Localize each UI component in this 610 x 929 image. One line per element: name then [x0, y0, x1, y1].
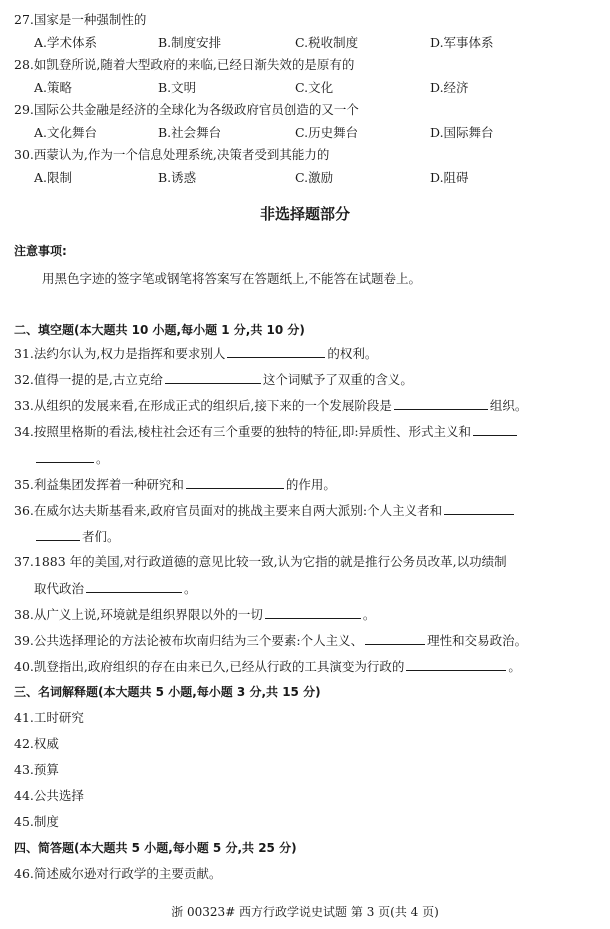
notice-title: 注意事项:: [14, 244, 67, 258]
question-29-stem: 29.国际公共金融是经济的全球化为各级政府官员创造的又一个: [14, 102, 359, 117]
question-31-tail: 的权利。: [327, 346, 378, 361]
question-38-tail: 。: [362, 607, 376, 622]
question-28-option-d: D.经济: [430, 80, 469, 95]
answer-blank: [227, 345, 325, 358]
question-30-option-d: D.阻碍: [430, 170, 469, 185]
question-34-text: 34.按照里格斯的看法,棱柱社会还有三个重要的独特的特征,即:异质性、形式主义和: [14, 424, 472, 439]
question-35-text: 35.利益集团发挥着一种研究和: [14, 477, 184, 492]
term-45: 45.制度: [14, 814, 59, 829]
question-40-tail: 。: [508, 659, 521, 674]
question-30-option-b: B.诱惑: [158, 170, 197, 185]
question-34-tail: 。: [96, 451, 109, 466]
section-4-title: 四、简答题(本大题共 5 小题,每小题 5 分,共 25 分): [14, 841, 297, 855]
question-39-text: 39.公共选择理论的方法论被布坎南归结为三个要素:个人主义、: [14, 633, 364, 648]
question-32: [14, 371, 413, 388]
question-40: [14, 658, 521, 675]
question-27-option-b: B.制度安排: [158, 35, 222, 50]
question-32-tail: 这个词赋予了双重的含义。: [262, 372, 413, 387]
term-41: 41.工时研究: [14, 710, 84, 725]
page-footer: 浙 00323# 西方行政学说史试题 第 3 页(共 4 页): [171, 905, 439, 919]
question-31: [14, 345, 377, 362]
question-40-text: 40.凯登指出,政府组织的存在由来已久,已经从行政的工具演变为行政的: [14, 659, 405, 674]
question-27-option-a: A.学术体系: [34, 35, 98, 50]
answer-blank: [86, 580, 182, 593]
question-29-option-b: B.社会舞台: [158, 125, 222, 140]
question-28-stem: 28.如凯登所说,随着大型政府的来临,已经日渐失效的是原有的: [14, 57, 355, 72]
question-35-tail: 的作用。: [285, 477, 336, 492]
question-33-tail: 组织。: [489, 398, 528, 413]
answer-blank: [165, 371, 261, 384]
question-37-cont: [34, 580, 197, 597]
term-42: 42.权威: [14, 736, 59, 751]
question-36-text: 36.在威尔达夫斯基看来,政府官员面对的挑战主要来自两大派别:个人主义者和: [14, 503, 443, 518]
question-30-option-a: A.限制: [34, 170, 73, 185]
question-33: [14, 397, 527, 414]
answer-blank: [365, 632, 425, 645]
question-37-text2: 取代政治: [34, 581, 85, 596]
answer-blank: [265, 606, 361, 619]
term-44: 44.公共选择: [14, 788, 84, 803]
question-30-option-c: C.激励: [295, 170, 334, 185]
question-34-cont: [34, 450, 109, 467]
question-32-text: 32.值得一提的是,古立克给: [14, 372, 163, 387]
question-37-tail: 。: [184, 581, 197, 596]
question-33-text: 33.从组织的发展来看,在形成正式的组织后,接下来的一个发展阶段是: [14, 398, 392, 413]
term-43: 43.预算: [14, 762, 59, 777]
answer-blank: [186, 476, 284, 489]
part-title: 非选择题部分: [259, 205, 350, 223]
answer-blank: [36, 528, 80, 541]
question-27-stem: 27.国家是一种强制性的: [14, 12, 147, 27]
question-37: 37.1883 年的美国,对行政道德的意见比较一致,认为它指的就是推行公务员改革,以功绩制: [14, 554, 507, 569]
question-31-text: 31.法约尔认为,权力是指挥和要求别人: [14, 346, 226, 361]
question-39-tail: 理性和交易政治。: [427, 633, 528, 648]
answer-blank: [36, 450, 94, 463]
answer-blank: [444, 502, 514, 515]
question-46: 46.简述威尔逊对行政学的主要贡献。: [14, 866, 222, 881]
question-28-option-c: C.文化: [295, 80, 334, 95]
question-34: [14, 423, 519, 440]
section-2-title: 二、填空题(本大题共 10 小题,每小题 1 分,共 10 分): [14, 323, 305, 337]
answer-blank: [406, 658, 506, 671]
question-29-option-c: C.历史舞台: [295, 125, 359, 140]
question-28-option-a: A.策略: [34, 80, 73, 95]
notice-text: 用黑色字迹的签字笔或钢笔将答案写在答题纸上,不能答在试题卷上。: [42, 271, 421, 286]
question-39: [14, 632, 527, 649]
question-27-option-d: D.军事体系: [430, 35, 494, 50]
question-27-option-c: C.税收制度: [295, 35, 359, 50]
question-29-option-a: A.文化舞台: [34, 125, 98, 140]
question-38: [14, 606, 375, 623]
question-36-cont: [34, 528, 120, 545]
answer-blank: [394, 397, 488, 410]
question-36: [14, 502, 516, 519]
question-30-stem: 30.西蒙认为,作为一个信息处理系统,决策者受到其能力的: [14, 147, 330, 162]
question-38-text: 38.从广义上说,环境就是组织界限以外的一切: [14, 607, 263, 622]
question-35: [14, 476, 336, 493]
answer-blank: [473, 423, 517, 436]
question-28-option-b: B.文明: [158, 80, 197, 95]
question-29-option-d: D.国际舞台: [430, 125, 494, 140]
section-3-title: 三、名词解释题(本大题共 5 小题,每小题 3 分,共 15 分): [14, 685, 321, 699]
question-36-tail: 者们。: [82, 529, 120, 544]
